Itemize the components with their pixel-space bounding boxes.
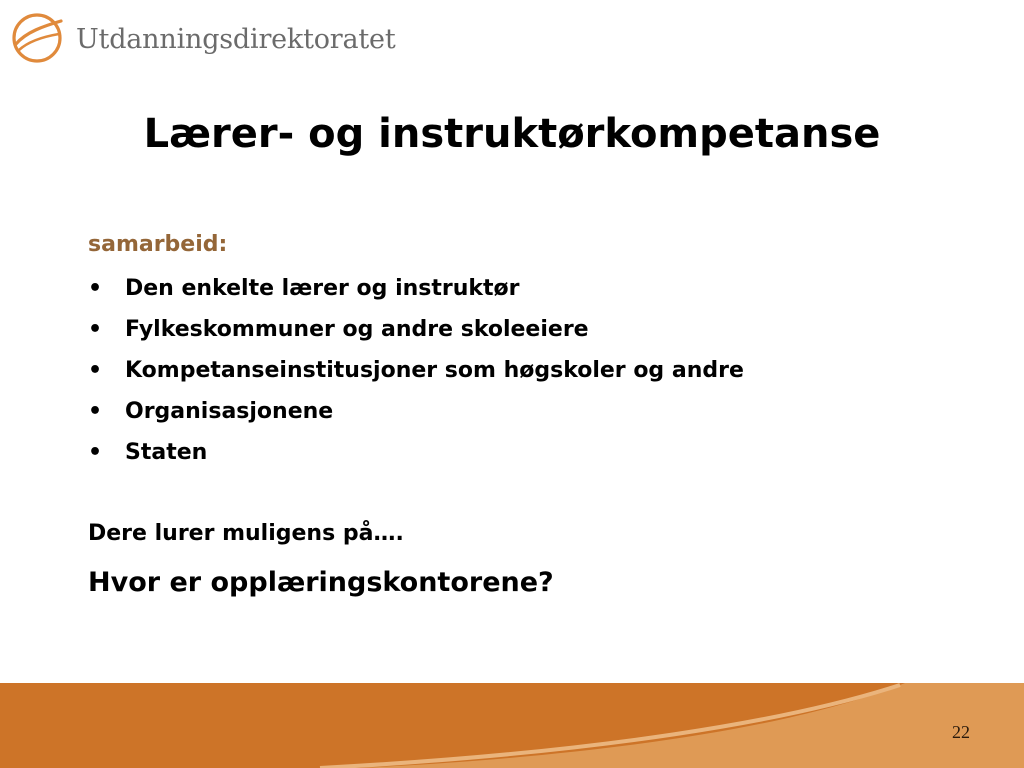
list-item	[88, 432, 988, 473]
section-label: samarbeid:	[88, 232, 228, 257]
note-text: Dere lurer muligens på….	[88, 521, 404, 546]
bullet-marker: •	[88, 440, 103, 465]
list-item-text: Staten	[125, 440, 208, 465]
list-item	[88, 350, 988, 391]
brand-logo	[10, 10, 395, 66]
list-item	[88, 391, 988, 432]
bullet-marker: •	[88, 276, 103, 301]
list-item	[88, 309, 988, 350]
slide-body	[88, 228, 988, 603]
bullet-list	[88, 268, 988, 473]
bullet-marker: •	[88, 317, 103, 342]
bullet-marker: •	[88, 358, 103, 383]
list-item-text: Den enkelte lærer og instruktør	[125, 276, 520, 301]
logo-text: Utdanningsdirektoratet	[76, 23, 396, 55]
bullet-marker: •	[88, 399, 103, 424]
list-item-text: Organisasjonene	[125, 399, 334, 424]
list-item-text: Kompetanseinstitusjoner som høgskoler og andre	[125, 358, 744, 383]
slide-title: Lærer- og instruktørkompetanse	[143, 111, 881, 157]
footer-band	[0, 683, 1024, 768]
page-number: 22	[952, 722, 970, 742]
list-item-text: Fylkeskommuner og andre skoleeiere	[125, 317, 589, 342]
list-item	[88, 268, 988, 309]
question-text: Hvor er opplæringskontorene?	[88, 567, 554, 598]
globe-swoosh-icon	[10, 11, 64, 65]
